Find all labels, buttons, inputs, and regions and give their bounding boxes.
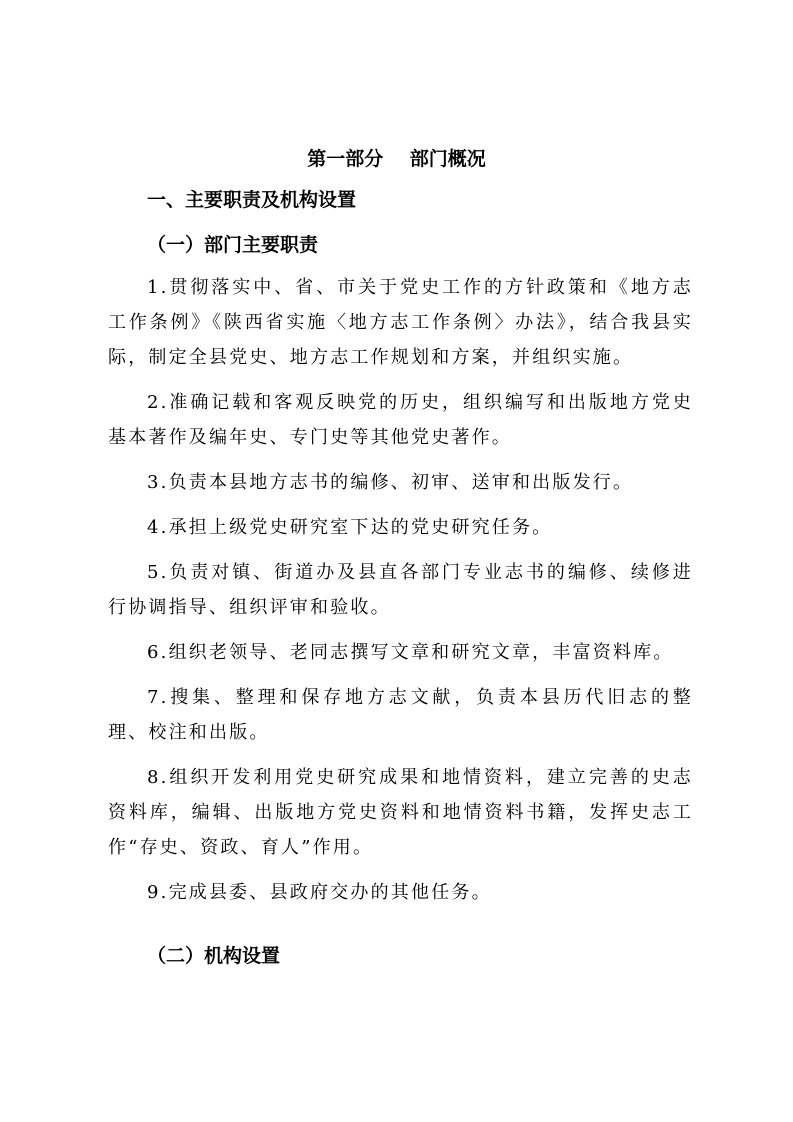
duty-item-1: 1.贯彻落实中、省、市关于党史工作的方针政策和《地方志工作条例》《陕西省实施〈地方志工作条例〉办法》，结合我县实际，制定全县党史、地方志工作规划和方案，并组织实施。 bbox=[108, 277, 693, 368]
section-heading-duties-and-structure: 一、主要职责及机构设置 bbox=[147, 189, 357, 211]
duty-item-8: 8.组织开发利用党史研究成果和地情资料，建立完善的史志资料库，编辑、出版地方党史资料和地情资料书籍，发挥史志工作“存史、资政、育人”作用。 bbox=[108, 767, 693, 858]
duty-item-5: 5.负责对镇、街道办及县直各部门专业志书的编修、续修进行协调指导、组织评审和验收。 bbox=[108, 562, 693, 618]
duty-item-4: 4.承担上级党史研究室下达的党史研究任务。 bbox=[147, 517, 553, 538]
duty-item-3: 3.负责本县地方志书的编修、初审、送审和出版发行。 bbox=[147, 472, 634, 493]
duty-item-7: 7.搜集、整理和保存地方志文献，负责本县历代旧志的整理、校注和出版。 bbox=[108, 687, 693, 743]
duty-item-2: 2.准确记载和客观反映党的历史，组织编写和出版地方党史基本著作及编年史、专门史等其他党史著作。 bbox=[108, 392, 693, 448]
subsection-heading-main-duties: （一）部门主要职责 bbox=[147, 234, 319, 256]
duty-item-6: 6.组织老领导、老同志撰写文章和研究文章，丰富资料库。 bbox=[147, 642, 674, 663]
duties-list bbox=[108, 270, 693, 920]
page-title: 第一部分 部门概况 bbox=[307, 148, 486, 170]
subsection-heading-organization: （二）机构设置 bbox=[147, 945, 281, 967]
duty-item-9: 9.完成县委、县政府交办的其他任务。 bbox=[147, 882, 492, 903]
